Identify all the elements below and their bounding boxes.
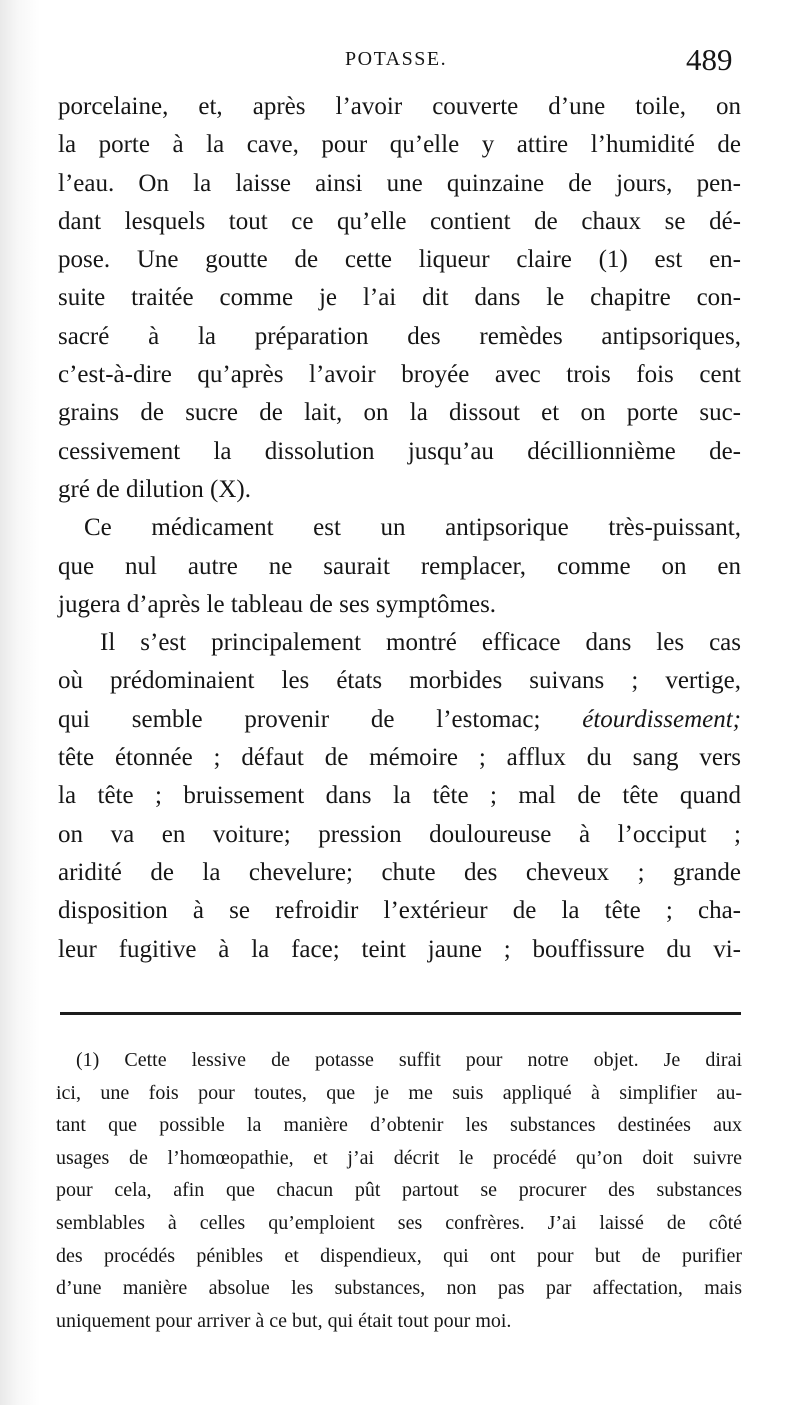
page-number: 489: [686, 42, 733, 77]
text-segment: qui semble provenir de l’estomac;: [58, 705, 541, 733]
footnote-line: tant que possible la manière d’obtenir les substances destinées aux: [56, 1114, 742, 1137]
text-line: sacré à la préparation des remèdes antipsoriques,: [58, 322, 741, 350]
text-line: jugera d’après le tableau de ses symptômes.: [58, 590, 497, 618]
footnote-line: usages de l’homœopathie, et j’ai décrit le procédé qu’on doit suivre: [56, 1146, 742, 1169]
text-line: gré de dilution (X).: [58, 475, 252, 503]
footnote-line: ici, une fois pour toutes, que je me suis appliqué à simplifier au-: [56, 1081, 742, 1104]
text-line: grains de sucre de lait, on la dissout et on porte suc-: [58, 399, 741, 427]
text-line: leur fugitive à la face; teint jaune ; bouffissure du vi-: [58, 935, 741, 963]
footnote-line: pour cela, afin que chacun pût partout se procurer des substances: [56, 1179, 742, 1202]
footnote-line: des procédés pénibles et dispendieux, qui ont pour but de purifier: [56, 1244, 742, 1267]
text-line: tête étonnée ; défaut de mémoire ; afflux du sang vers: [58, 744, 741, 772]
footnote-line: (1) Cette lessive de potasse suffit pour notre objet. Je dirai: [76, 1049, 742, 1071]
italic-term: étourdissement;: [582, 705, 741, 733]
text-line: on va en voiture; pression douloureuse à l’occiput ;: [58, 820, 741, 848]
text-line: pose. Une goutte de cette liqueur claire (1) est en-: [58, 246, 741, 274]
footnote: [56, 1044, 742, 1337]
text-line: cessivement la dissolution jusqu’au décillionnième de-: [58, 437, 741, 465]
footnote-line: d’une manière absolue les substances, non pas par affectation, mais: [56, 1277, 742, 1300]
footnote-line: semblables à celles qu’emploient ses confrères. J’ai laissé de côté: [56, 1211, 742, 1234]
text-line-with-italic: [58, 701, 741, 739]
page-header: [0, 38, 800, 88]
paragraph-start-line: Ce médicament est un antipsorique très-puissant,: [84, 514, 741, 542]
footnote-divider: [60, 1012, 741, 1015]
text-line: suite traitée comme je l’ai dit dans le chapitre con-: [58, 284, 741, 312]
text-line: porcelaine, et, après l’avoir couverte d’une toile, on: [58, 93, 741, 120]
text-line: c’est-à-dire qu’après l’avoir broyée avec trois fois cent: [58, 361, 741, 389]
running-title: POTASSE.: [345, 48, 448, 70]
text-line: la porte à la cave, pour qu’elle y attire l’humidité de: [58, 131, 741, 159]
text-line: dant lesquels tout ce qu’elle contient de chaux se dé-: [58, 207, 741, 235]
text-line: où prédominaient les états morbides suivans ; vertige,: [58, 667, 741, 695]
paragraph-start-line: Il s’est principalement montré efficace dans les cas: [100, 629, 741, 657]
text-line: disposition à se refroidir l’extérieur de la tête ; cha-: [58, 897, 741, 925]
footnote-line: uniquement pour arriver à ce but, qui était tout pour moi.: [56, 1309, 512, 1332]
main-text: [58, 88, 741, 969]
text-line: que nul autre ne saurait remplacer, comme on en: [58, 552, 741, 580]
text-line: la tête ; bruissement dans la tête ; mal de tête quand: [58, 782, 741, 810]
text-line: l’eau. On la laisse ainsi une quinzaine de jours, pen-: [58, 169, 741, 197]
text-line: aridité de la chevelure; chute des cheveux ; grande: [58, 858, 741, 886]
